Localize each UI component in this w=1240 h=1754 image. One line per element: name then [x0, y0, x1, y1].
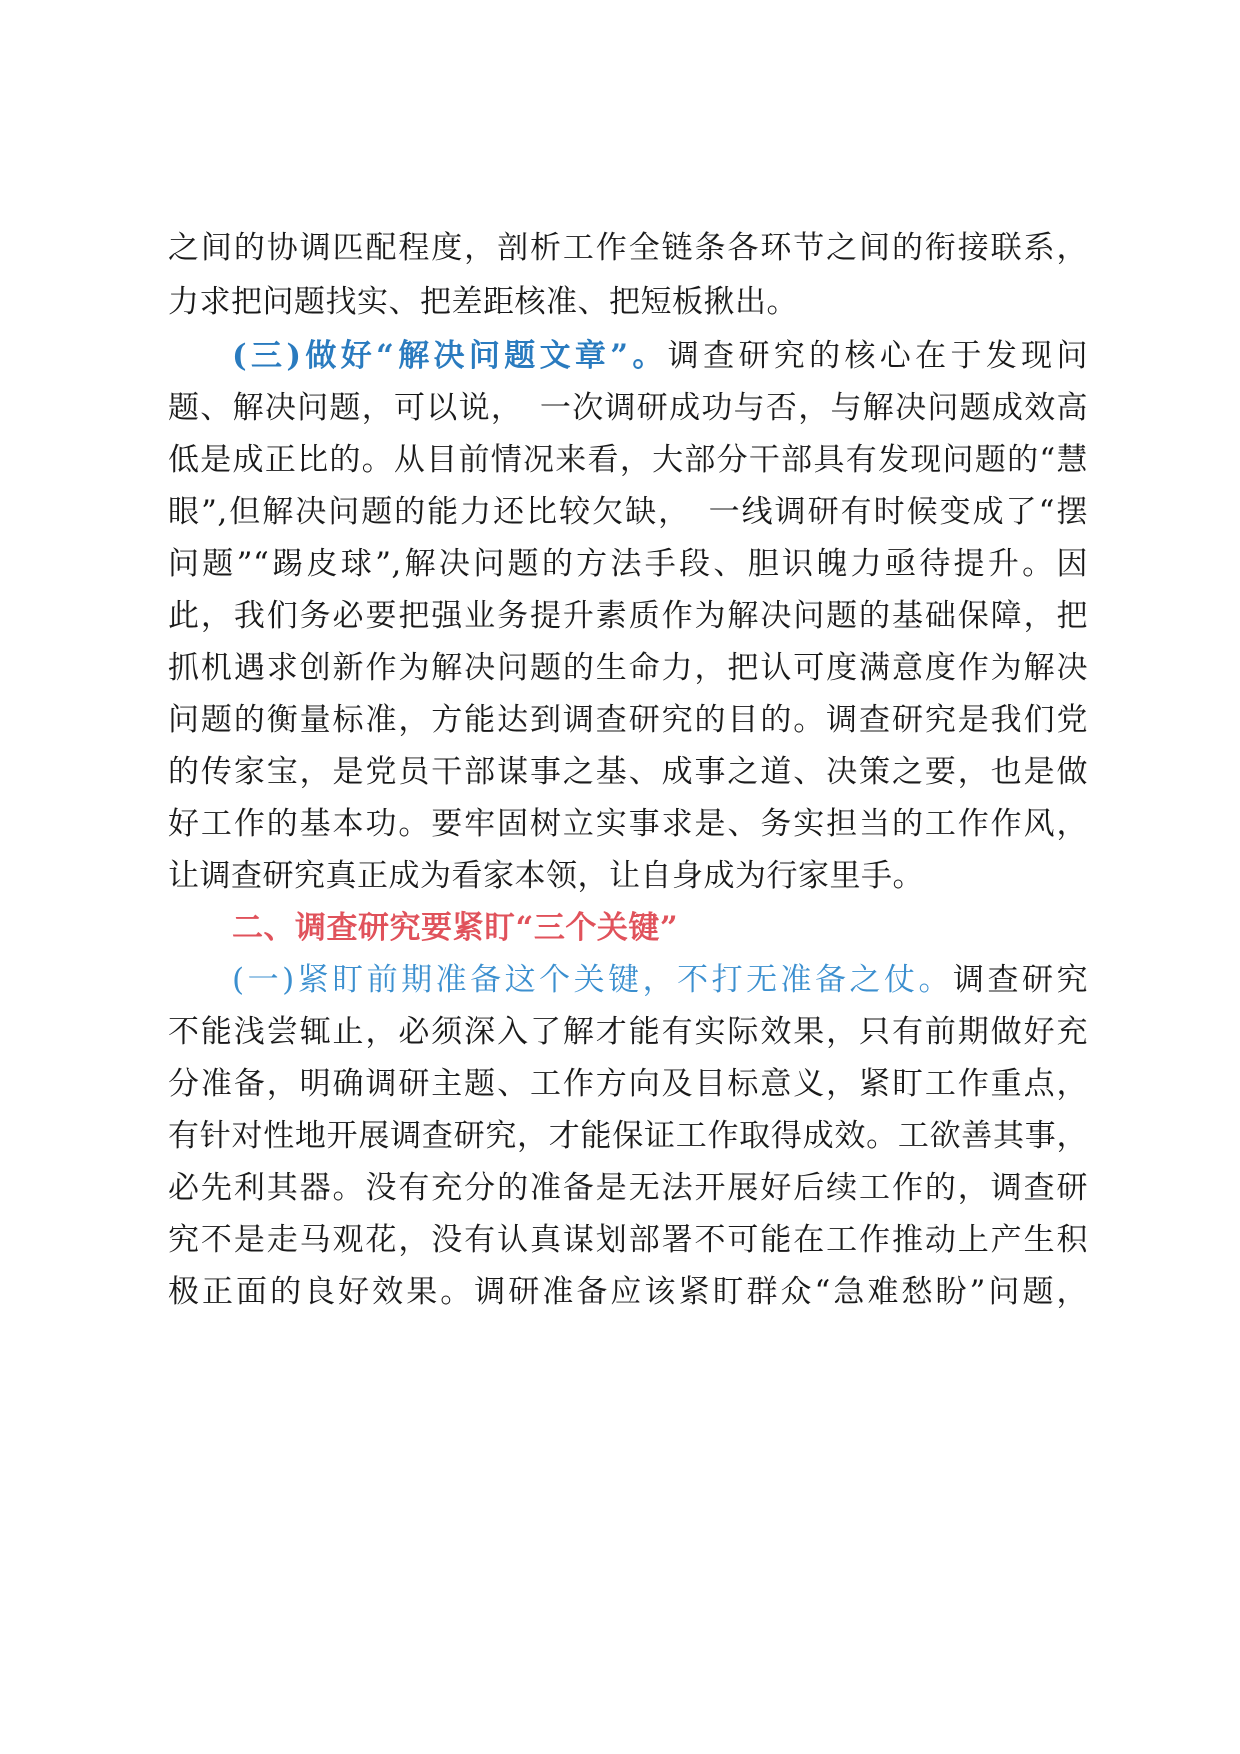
text-line: 低是成正比的。从目前情况来看，大部分干部具有发现问题的“慧	[168, 442, 1088, 478]
text-line: 问题”“踢皮球”,解决问题的方法手段、胆识魄力亟待提升。因	[168, 546, 1088, 582]
text-line: 题、解决问题，可以说， 一次调研成功与否，与解决问题成效高	[168, 390, 1088, 426]
text-line: 好工作的基本功。要牢固树立实事求是、务实担当的工作作风，	[168, 806, 1088, 842]
text-line: 此，我们务必要把强业务提升素质作为解决问题的基础保障，把	[168, 598, 1088, 634]
subsection-1	[168, 954, 1088, 1318]
text-line: 力求把问题找实、把差距核准、把短板揪出。	[168, 284, 798, 320]
section-3	[168, 330, 1088, 902]
section-3-first-line	[168, 330, 1088, 382]
text-line: 有针对性地开展调查研究，才能保证工作取得成效。工欲善其事，	[168, 1118, 1088, 1154]
text-line: 分准备，明确调研主题、工作方向及目标意义，紧盯工作重点，	[168, 1066, 1088, 1102]
text-line: 不能浅尝辄止，必须深入了解才能有实际效果，只有前期做好充	[168, 1014, 1088, 1050]
text-line: 抓机遇求创新作为解决问题的生命力，把认可度满意度作为解决	[168, 650, 1088, 686]
subsection-1-heading: (一)紧盯前期准备这个关键，不打无准备之仗。	[232, 962, 954, 998]
part-2-heading: 二、调查研究要紧盯“三个关键”	[232, 910, 679, 946]
section-3-heading: (三)做好“解决问题文章”。	[232, 338, 668, 374]
paragraph-continued	[168, 222, 1088, 330]
text-line: 的传家宝，是党员干部谋事之基、成事之道、决策之要，也是做	[168, 754, 1088, 790]
document-page	[168, 222, 1088, 1318]
text-line: 眼”,但解决问题的能力还比较欠缺， 一线调研有时候变成了“摆	[168, 494, 1088, 530]
text-line: 问题的衡量标准，方能达到调查研究的目的。调查研究是我们党	[168, 702, 1088, 738]
section-3-first-line-text: 调查研究的核心在于发现问	[667, 338, 1089, 374]
text-line: 必先利其器。没有充分的准备是无法开展好后续工作的，调查研	[168, 1170, 1088, 1206]
subsection-1-first-line-text: 调查研究	[953, 962, 1089, 998]
text-line: 之间的协调匹配程度，剖析工作全链条各环节之间的衔接联系，	[168, 230, 1088, 266]
text-line: 让调查研究真正成为看家本领，让自身成为行家里手。	[168, 858, 924, 894]
subsection-1-first-line	[168, 954, 1088, 1006]
text-line: 究不是走马观花，没有认真谋划部署不可能在工作推动上产生积	[168, 1222, 1088, 1258]
text-line: 极正面的良好效果。调研准备应该紧盯群众“急难愁盼”问题，	[168, 1274, 1088, 1310]
